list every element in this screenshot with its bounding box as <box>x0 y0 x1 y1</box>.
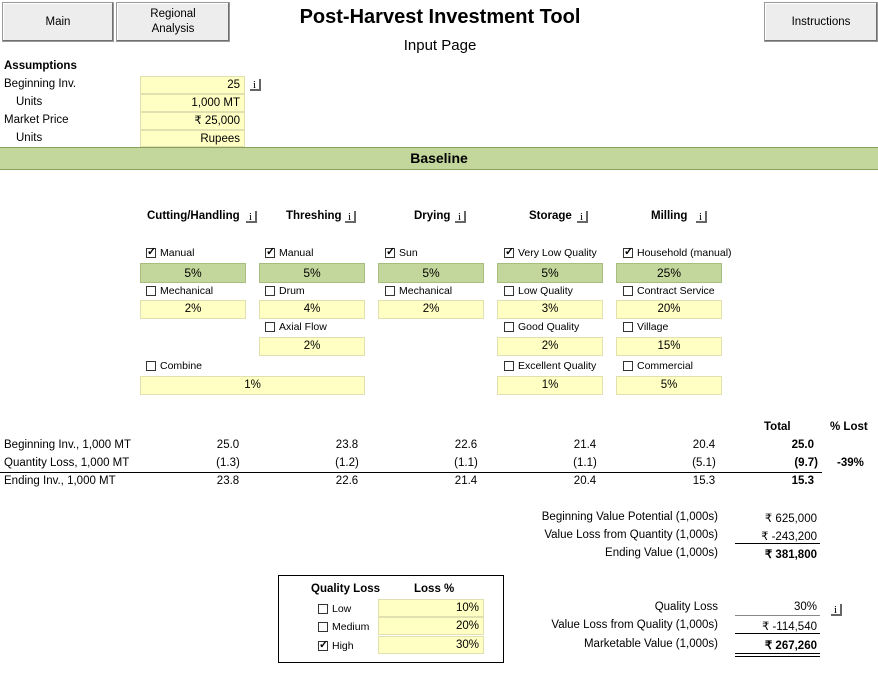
summary-total: 15.3 <box>791 475 814 487</box>
quality-divider-1 <box>735 615 820 616</box>
page-subtitle: Input Page <box>403 37 477 54</box>
baseline-banner: Baseline <box>0 147 878 170</box>
threshing-drum-value: 4% <box>259 300 365 319</box>
quality-value-loss-label: Value Loss from Quality (1,000s) <box>551 619 718 631</box>
assumptions-heading: Assumptions <box>4 60 77 72</box>
drying-sun-checkbox[interactable] <box>385 247 418 259</box>
storage-very-low-checkbox[interactable] <box>504 247 597 259</box>
quality-divider-2 <box>735 633 820 634</box>
cutting-mechanical-checkbox[interactable] <box>146 285 213 297</box>
option-label: Sun <box>399 247 418 259</box>
summary-total: 25.0 <box>791 439 814 451</box>
milling-contract-checkbox[interactable] <box>623 285 715 297</box>
option-label: Village <box>637 321 669 333</box>
quality-loss-info-icon[interactable] <box>831 604 842 616</box>
cutting-combine-checkbox[interactable] <box>146 360 202 372</box>
summary-divider <box>0 472 822 473</box>
checkbox-icon <box>504 286 514 296</box>
checkbox-icon <box>623 286 633 296</box>
cutting-info-icon[interactable] <box>246 211 257 223</box>
option-label: Axial Flow <box>279 321 327 333</box>
option-label: Manual <box>279 247 314 259</box>
option-label: Excellent Quality <box>518 360 597 372</box>
checkbox-icon <box>623 361 633 371</box>
milling-commercial-checkbox[interactable] <box>623 360 693 372</box>
threshing-axial-flow-checkbox[interactable] <box>265 321 327 333</box>
drying-mechanical-checkbox[interactable] <box>385 285 452 297</box>
stage-header-milling: Milling <box>651 210 688 222</box>
milling-village-value: 15% <box>616 337 722 356</box>
milling-info-icon[interactable] <box>696 211 707 223</box>
option-label: Low Quality <box>518 285 573 297</box>
threshing-axial-flow-value: 2% <box>259 337 365 356</box>
regional-analysis-button[interactable] <box>116 2 230 42</box>
stage-header-storage: Storage <box>529 210 572 222</box>
checkbox-icon <box>504 322 514 332</box>
stage-header-drying: Drying <box>414 210 451 222</box>
checkbox-icon <box>504 361 514 371</box>
checkbox-icon <box>146 286 156 296</box>
checkbox-icon <box>385 248 395 258</box>
checkbox-icon <box>265 248 275 258</box>
summary-cell: (1.1) <box>454 457 478 469</box>
option-label: Mechanical <box>160 285 214 297</box>
summary-cell: 20.4 <box>573 475 597 487</box>
beginning-inv-input[interactable]: 25 <box>140 76 245 94</box>
summary-cell: 23.8 <box>335 439 359 451</box>
summary-row-label: Quantity Loss, 1,000 MT <box>4 457 130 469</box>
currency-units-label: Units <box>16 132 43 144</box>
ending-value-label: Ending Value (1,000s) <box>605 547 718 559</box>
checkbox-icon <box>623 322 633 332</box>
cutting-manual-checkbox[interactable] <box>146 247 194 259</box>
summary-cell: 22.6 <box>454 439 478 451</box>
checkbox-icon <box>318 604 328 614</box>
option-label: Medium <box>332 621 370 633</box>
option-label: Good Quality <box>518 321 580 333</box>
units-value[interactable]: 1,000 MT <box>140 94 245 112</box>
storage-excellent-checkbox[interactable] <box>504 360 596 372</box>
checkbox-icon <box>146 361 156 371</box>
storage-low-value: 3% <box>497 300 603 319</box>
summary-cell: 23.8 <box>216 475 240 487</box>
summary-cell: 20.4 <box>692 439 716 451</box>
checkbox-icon <box>318 641 328 651</box>
summary-cell: (1.3) <box>216 457 240 469</box>
ending-value: ₹ 381,800 <box>764 549 817 561</box>
qty-loss-label: Value Loss from Quantity (1,000s) <box>544 529 718 541</box>
storage-info-icon[interactable] <box>577 211 588 223</box>
option-label: High <box>332 640 354 652</box>
milling-household-checkbox[interactable] <box>623 247 732 259</box>
threshing-info-icon[interactable] <box>345 211 356 223</box>
drying-mechanical-value: 2% <box>378 300 484 319</box>
stage-header-cutting: Cutting/Handling <box>147 210 240 222</box>
option-label: Manual <box>160 247 195 259</box>
summary-cell: 22.6 <box>335 475 359 487</box>
units-label: Units <box>16 96 43 108</box>
summary-total: (9.7) <box>794 457 818 469</box>
value-divider <box>735 543 820 544</box>
qty-loss-value: ₹ -243,200 <box>761 531 817 543</box>
storage-low-checkbox[interactable] <box>504 285 573 297</box>
checkbox-icon <box>265 322 275 332</box>
checkbox-icon <box>385 286 395 296</box>
threshing-manual-checkbox[interactable] <box>265 247 313 259</box>
beginning-inv-label: Beginning Inv. <box>4 78 77 90</box>
quality-medium-checkbox[interactable] <box>318 621 369 633</box>
drying-info-icon[interactable] <box>455 211 466 223</box>
option-label: Combine <box>160 360 203 372</box>
loss-pct-col-header: Loss % <box>414 583 455 595</box>
quality-loss-value: 30% <box>793 601 817 613</box>
summary-cell: (1.1) <box>573 457 597 469</box>
option-label: Contract Service <box>637 285 715 297</box>
checkbox-icon <box>265 286 275 296</box>
pct-lost-value: -39% <box>837 457 864 469</box>
instructions-button-label: Instructions <box>791 15 851 28</box>
option-label: Low <box>332 603 352 615</box>
quality-low-value[interactable]: 10% <box>378 599 484 617</box>
checkbox-icon <box>504 248 514 258</box>
summary-cell: (1.2) <box>335 457 359 469</box>
storage-good-checkbox[interactable] <box>504 321 579 333</box>
pct-lost-header: % Lost <box>830 421 868 433</box>
summary-row-label: Ending Inv., 1,000 MT <box>4 475 116 487</box>
currency-units-value[interactable]: Rupees <box>140 130 245 147</box>
milling-village-checkbox[interactable] <box>623 321 668 333</box>
marketable-value-label: Marketable Value (1,000s) <box>583 638 718 650</box>
stage-header-threshing: Threshing <box>286 210 342 222</box>
double-underline-bottom <box>735 656 820 657</box>
option-label: Household (manual) <box>637 247 732 259</box>
quality-loss-label: Quality Loss <box>654 601 718 613</box>
main-button-label: Main <box>45 15 71 28</box>
milling-household-value: 25% <box>616 263 722 283</box>
option-label: Mechanical <box>399 285 453 297</box>
main-button[interactable] <box>2 2 114 42</box>
checkbox-icon <box>146 248 156 258</box>
instructions-button[interactable] <box>764 2 878 42</box>
summary-cell: 21.4 <box>454 475 478 487</box>
beginning-inv-info-icon[interactable] <box>250 79 261 91</box>
option-label: Drum <box>279 285 305 297</box>
quality-high-value[interactable]: 30% <box>378 636 484 654</box>
summary-cell: 25.0 <box>216 439 240 451</box>
option-label: Commercial <box>637 360 694 372</box>
cutting-mechanical-value: 2% <box>140 300 246 319</box>
summary-cell: 15.3 <box>692 475 716 487</box>
market-price-label: Market Price <box>4 114 69 126</box>
milling-commercial-value: 5% <box>616 376 722 395</box>
regional-analysis-label-1: Regional <box>150 8 196 20</box>
quality-low-checkbox[interactable] <box>318 603 351 615</box>
threshing-manual-value: 5% <box>259 263 365 283</box>
storage-very-low-value: 5% <box>497 263 603 283</box>
double-underline-top <box>735 653 820 654</box>
marketable-value: ₹ 267,260 <box>764 640 817 652</box>
cutting-combine-value: 1% <box>140 376 365 395</box>
storage-good-value: 2% <box>497 337 603 356</box>
cutting-manual-value: 5% <box>140 263 246 283</box>
drying-sun-value: 5% <box>378 263 484 283</box>
threshing-drum-checkbox[interactable] <box>265 285 305 297</box>
beginning-value: ₹ 625,000 <box>764 513 817 525</box>
checkbox-icon <box>318 622 328 632</box>
quality-value-loss: ₹ -114,540 <box>761 621 817 633</box>
summary-row-label: Beginning Inv., 1,000 MT <box>4 439 131 451</box>
summary-cell: (5.1) <box>692 457 716 469</box>
summary-cell: 21.4 <box>573 439 597 451</box>
option-label: Very Low Quality <box>518 247 597 259</box>
page-title: Post-Harvest Investment Tool <box>299 6 581 28</box>
checkbox-icon <box>623 248 633 258</box>
milling-contract-value: 20% <box>616 300 722 319</box>
beginning-value-label: Beginning Value Potential (1,000s) <box>541 511 718 523</box>
market-price-input[interactable]: ₹ 25,000 <box>140 112 245 130</box>
quality-loss-col-header: Quality Loss <box>311 583 381 595</box>
storage-excellent-value: 1% <box>497 376 603 395</box>
quality-medium-value[interactable]: 20% <box>378 617 484 635</box>
total-header: Total <box>764 421 791 433</box>
quality-high-checkbox[interactable] <box>318 640 354 652</box>
regional-analysis-label-2: Analysis <box>151 23 195 35</box>
